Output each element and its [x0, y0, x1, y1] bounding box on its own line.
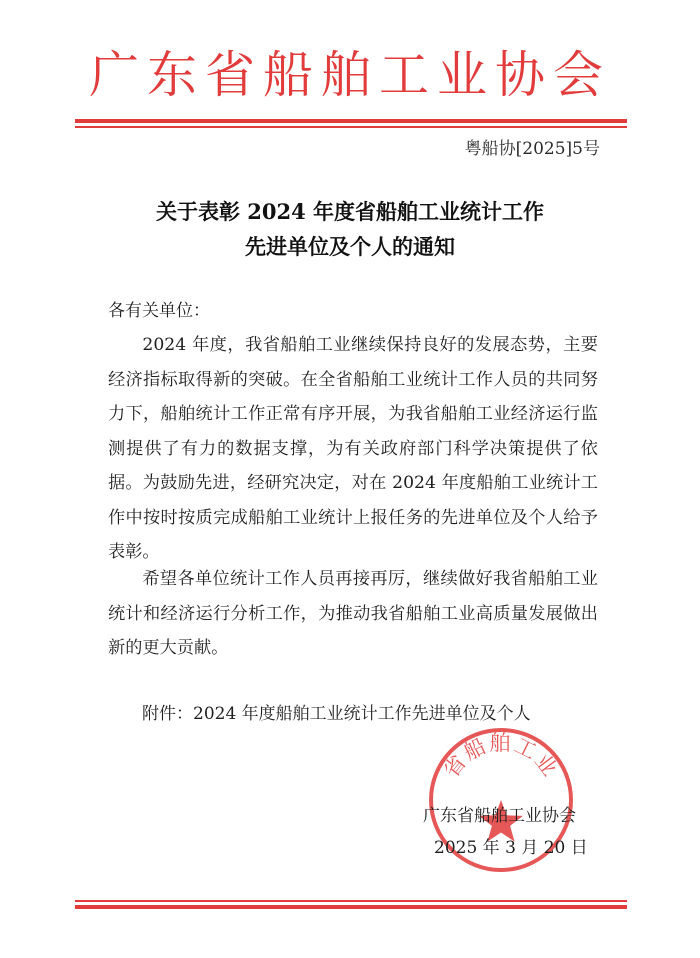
salutation: 各有关单位： — [108, 301, 210, 321]
document-title-line-2: 先进单位及个人的通知 — [245, 234, 455, 259]
letterhead-org-name: 广东省船舶工业协会 — [89, 46, 611, 104]
document-title-line-1: 关于表彰 2024 年度省船舶工业统计工作 — [155, 199, 545, 224]
signature-date: 2025 年 3 月 20 日 — [434, 838, 588, 858]
body-paragraph-1: 2024 年度，我省船舶工业继续保持良好的发展态势，主要经济指标取得新的突破。在全省船舶工业统计工作人员的共同努力下，船舶统计工作正常有序开展，为我省船舶工业经济运行监测提供了有力的数据支撑，为有关政府部门科学决策提供了依据。为鼓励先进，经研究决定，对在 2024 年度船舶工业统计工作中按时按质完成船舶工业统计上报任务的先进单位及个人给予表彰。 — [108, 335, 598, 562]
body-paragraph-2: 希望各单位统计工作人员再接再厉，继续做好我省船舶工业统计和经济运行分析工作，为推动我省船舶工业高质量发展做出新的更大贡献。 — [108, 569, 598, 658]
letterhead-rule-thin — [75, 126, 627, 128]
document-number: 粤船协[2025]5号 — [464, 139, 600, 159]
footer-rule-thin — [75, 900, 627, 902]
letterhead-rule-thick — [75, 119, 627, 123]
seal-text: 省船舶工业 — [439, 731, 563, 782]
svg-text:省船舶工业 — [439, 731, 563, 782]
attachment-note: 附件：2024 年度船舶工业统计工作先进单位及个人 — [142, 704, 531, 724]
footer-rule-thick — [75, 905, 627, 909]
signature-org: 广东省船舶工业协会 — [423, 806, 576, 826]
